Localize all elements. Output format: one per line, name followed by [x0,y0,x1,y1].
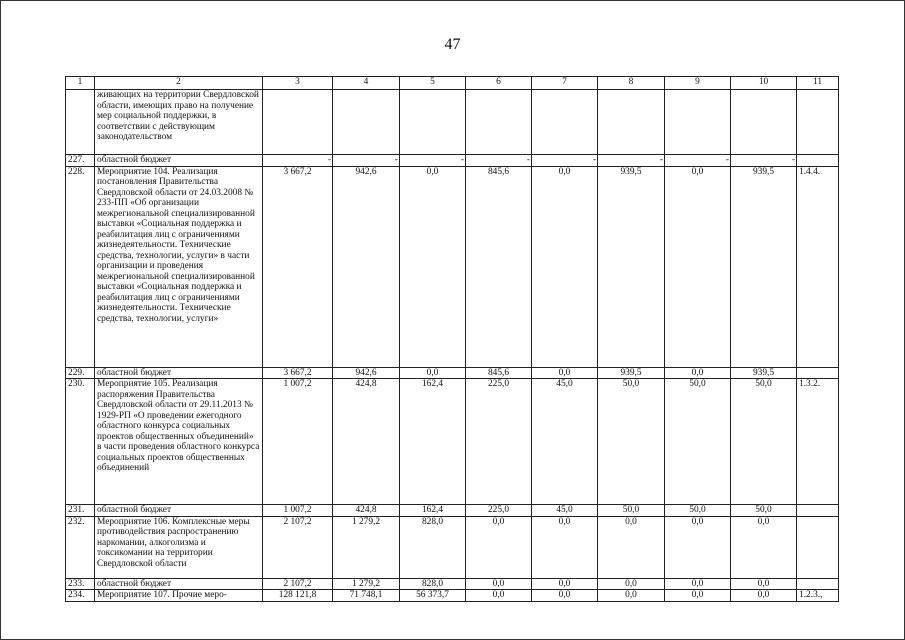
value-cell: 3 667,2 [263,166,333,367]
value-cell: - [731,155,797,167]
row-description: живающих на территории Свердловской области, имеющих право на получение мер социальной поддержки, в соответствии с действующим законодательством [95,90,263,155]
column-header: 6 [466,77,532,90]
value-cell: 0,0 [466,578,532,590]
value-cell: 942,6 [333,166,400,367]
table-row [66,578,839,590]
column-header: 4 [333,77,400,90]
row-number: 230. [66,379,95,505]
row-number: 229. [66,367,95,379]
value-cell: 942,6 [333,367,400,379]
value-cell: 0,0 [598,516,665,578]
column-header: 3 [263,77,333,90]
table-row [66,505,839,517]
table-row [66,90,839,155]
value-cell: 50,0 [665,379,731,505]
value-cell: 71 748,1 [333,590,400,602]
value-cell: 0,0 [731,590,797,602]
target-code [797,578,839,590]
value-cell: - [400,155,466,167]
value-cell: 50,0 [598,379,665,505]
column-header: 1 [66,77,95,90]
value-cell [665,90,731,155]
value-cell: 2 107,2 [263,516,333,578]
budget-table [65,76,839,602]
value-cell: 1 007,2 [263,379,333,505]
table-row [66,155,839,167]
value-cell: 45,0 [532,505,598,517]
value-cell: 0,0 [532,516,598,578]
value-cell: 0,0 [400,166,466,367]
row-description: Мероприятие 105. Реализация распоряжения Правительства Свердловской области от 29.11.2013 № 1929-РП «О проведении ежегодного областного конкурса социальных проектов общественных объединений» в части проведения областного конкурса социальных проектов общественных объединений [95,379,263,505]
row-description: областной бюджет [95,367,263,379]
value-cell [532,90,598,155]
value-cell: 1 007,2 [263,505,333,517]
value-cell: 2 107,2 [263,578,333,590]
row-number: 232. [66,516,95,578]
row-description: областной бюджет [95,155,263,167]
value-cell: 0,0 [532,590,598,602]
value-cell: 0,0 [598,578,665,590]
value-cell: - [263,155,333,167]
value-cell: 162,4 [400,379,466,505]
value-cell: 0,0 [731,578,797,590]
row-description: областной бюджет [95,505,263,517]
value-cell: 939,5 [598,367,665,379]
row-description: Мероприятие 107. Прочие меро- [95,590,263,602]
table-row [66,166,839,367]
value-cell [598,90,665,155]
value-cell [731,90,797,155]
target-code [797,516,839,578]
row-number: 233. [66,578,95,590]
value-cell: 0,0 [665,367,731,379]
header-row [66,77,839,90]
row-number [66,90,95,155]
value-cell: - [532,155,598,167]
value-cell: 50,0 [598,505,665,517]
table-row [66,379,839,505]
value-cell [400,90,466,155]
value-cell: 56 373,7 [400,590,466,602]
column-header: 11 [797,77,839,90]
value-cell: 939,5 [731,166,797,367]
target-code [797,367,839,379]
value-cell: 0,0 [598,590,665,602]
value-cell: 0,0 [466,516,532,578]
value-cell: 50,0 [665,505,731,517]
column-header: 5 [400,77,466,90]
row-description: областной бюджет [95,578,263,590]
row-number: 227. [66,155,95,167]
column-header: 8 [598,77,665,90]
table-row [66,590,839,602]
row-description: Мероприятие 106. Комплексные меры противодействия распространению наркомании, алкоголизма и токсикомании на территории Свердловской области [95,516,263,578]
value-cell: - [665,155,731,167]
value-cell: 0,0 [665,578,731,590]
value-cell: 3 667,2 [263,367,333,379]
table-row [66,367,839,379]
target-code: 1.3.2. [797,379,839,505]
target-code: 1.2.3., [797,590,839,602]
value-cell: 939,5 [598,166,665,367]
row-number: 228. [66,166,95,367]
value-cell: 845,6 [466,367,532,379]
value-cell: 0,0 [665,590,731,602]
target-code [797,505,839,517]
target-code [797,90,839,155]
value-cell: 225,0 [466,505,532,517]
value-cell: 0,0 [532,578,598,590]
table-row [66,516,839,578]
target-code [797,155,839,167]
value-cell: 845,6 [466,166,532,367]
column-header: 10 [731,77,797,90]
value-cell [263,90,333,155]
value-cell: - [466,155,532,167]
value-cell: 828,0 [400,516,466,578]
value-cell: 50,0 [731,505,797,517]
row-number: 234. [66,590,95,602]
value-cell: 939,5 [731,367,797,379]
value-cell [333,90,400,155]
page-number: 47 [444,36,461,53]
value-cell: 424,8 [333,379,400,505]
value-cell: 0,0 [400,367,466,379]
column-header: 2 [95,77,263,90]
value-cell: 1 279,2 [333,578,400,590]
value-cell: 828,0 [400,578,466,590]
row-description: Мероприятие 104. Реализация постановления Правительства Свердловской области от 24.03.2008 № 233-ПП «Об организации межрегиональной специализированной выставки «Социальная поддержка и реабилитация лиц с ограничениями жизнедеятельности. Технические средства, технологии, услуги» в части организации и проведения межрегиональной специализированной выставки «Социальная поддержка и реабилитация лиц с ограничениями жизнедеятельности. Технические средства, технологии, услуги» [95,166,263,367]
value-cell: 0,0 [731,516,797,578]
value-cell: 225,0 [466,379,532,505]
value-cell: 0,0 [665,166,731,367]
value-cell: 0,0 [665,516,731,578]
target-code: 1.4.4. [797,166,839,367]
value-cell: 0,0 [466,590,532,602]
value-cell: 162,4 [400,505,466,517]
value-cell: 424,8 [333,505,400,517]
value-cell: 0,0 [532,367,598,379]
value-cell: 45,0 [532,379,598,505]
row-number: 231. [66,505,95,517]
value-cell: 1 279,2 [333,516,400,578]
value-cell: 50,0 [731,379,797,505]
column-header: 7 [532,77,598,90]
value-cell [466,90,532,155]
column-header: 9 [665,77,731,90]
value-cell: 0,0 [532,166,598,367]
value-cell: - [333,155,400,167]
value-cell: 128 121,8 [263,590,333,602]
value-cell: - [598,155,665,167]
